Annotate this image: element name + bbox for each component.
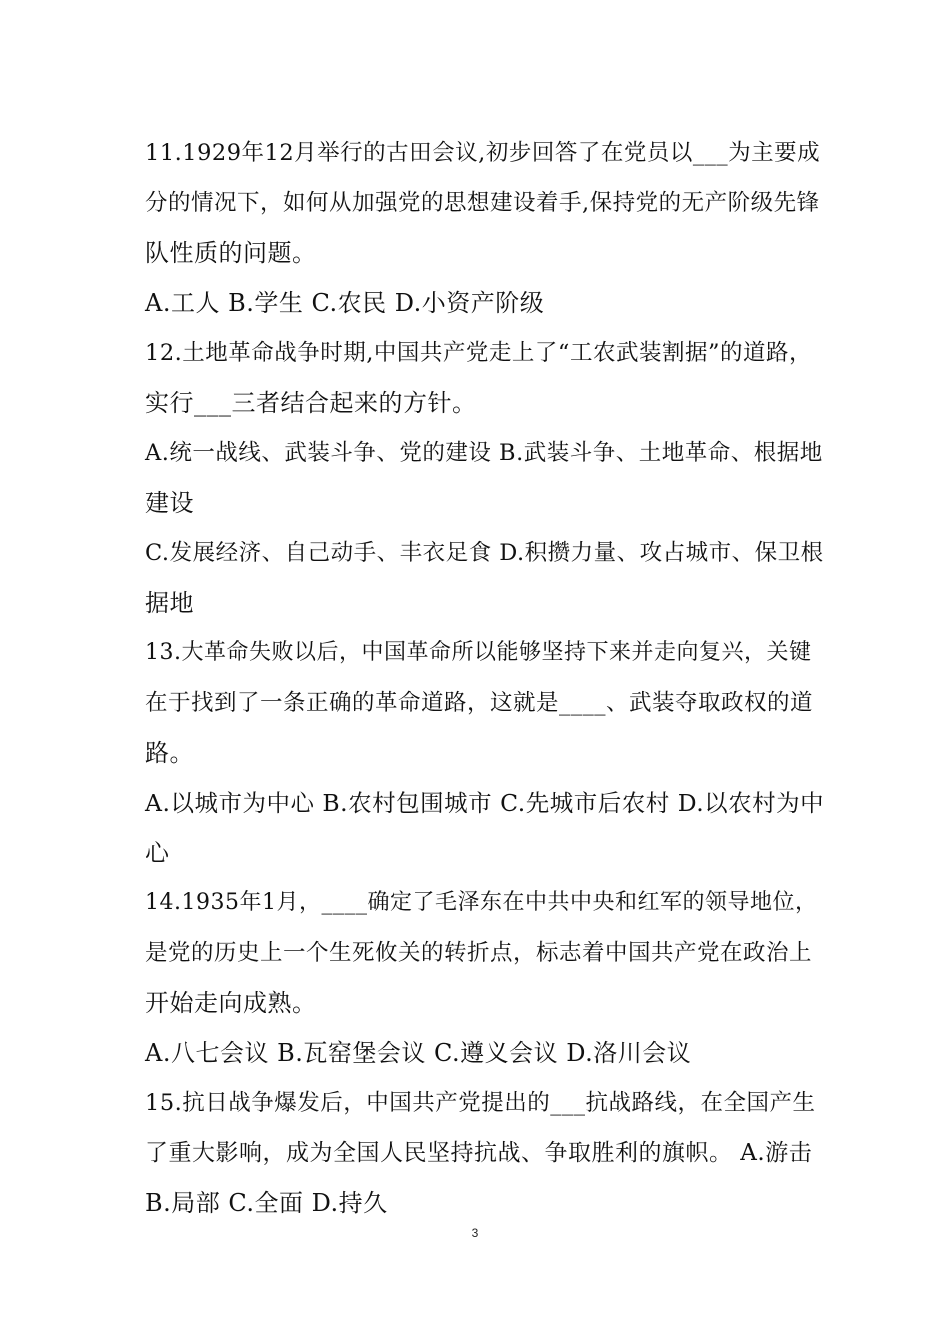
q14-stem-line-3: 开始走向成熟。 [145,989,317,1017]
q13-stem-line-3: 路。 [145,739,194,767]
q12-options-line-3: C.发展经济、自己动手、丰衣足食 D.积攒力量、攻占城市、保卫根 [145,540,824,566]
q11-stem-line-1: 11.1929年12月举行的古田会议,初步回答了在党员以___为主要成 [145,140,821,166]
q12-options-line-4: 据地 [145,589,194,617]
q12-options-line-1: A.统一战线、武装斗争、党的建设 B.武装斗争、土地革命、根据地 [145,440,823,466]
q13-stem-line-2: 在于找到了一条正确的革命道路，这就是____、武装夺取政权的道 [145,690,814,716]
q15-stem-line-1: 15.抗日战争爆发后，中国共产党提出的___抗战路线，在全国产生 [145,1090,816,1116]
q12-options-line-2: 建设 [145,489,194,517]
q14-stem-line-2: 是党的历史上一个生死攸关的转折点，标志着中国共产党在政治上 [145,940,813,966]
q11-options: A.工人 B.学生 C.农民 D.小资产阶级 [145,289,545,317]
q15-options: B.局部 C.全面 D.持久 [145,1189,388,1217]
q14-stem-line-1: 14.1935年1月，____确定了毛泽东在中共中央和红军的领导地位， [145,890,818,915]
q12-stem-line-2: 实行___三者结合起来的方针。 [145,389,477,417]
q14-options: A.八七会议 B.瓦窑堡会议 C.遵义会议 D.洛川会议 [145,1039,692,1067]
q11-stem-line-2: 分的情况下，如何从加强党的思想建设着手,保持党的无产阶级先锋 [145,190,820,216]
q13-stem-line-1: 13.大革命失败以后，中国革命所以能够坚持下来并走向复兴，关键 [145,640,812,665]
q15-stem-line-2: 了重大影响，成为全国人民坚持抗战、争取胜利的旗帜。 A.游击 [145,1140,813,1166]
q11-stem-line-3: 队性质的问题。 [145,239,317,267]
q13-options-line-1: A.以城市为中心 B.农村包围城市 C.先城市后农村 D.以农村为中 [145,789,825,817]
page-number: 3 [471,1226,479,1240]
q12-stem-line-1: 12.土地革命战争时期,中国共产党走上了“工农武装割据”的道路， [145,340,812,366]
q13-options-line-2: 心 [145,839,170,867]
